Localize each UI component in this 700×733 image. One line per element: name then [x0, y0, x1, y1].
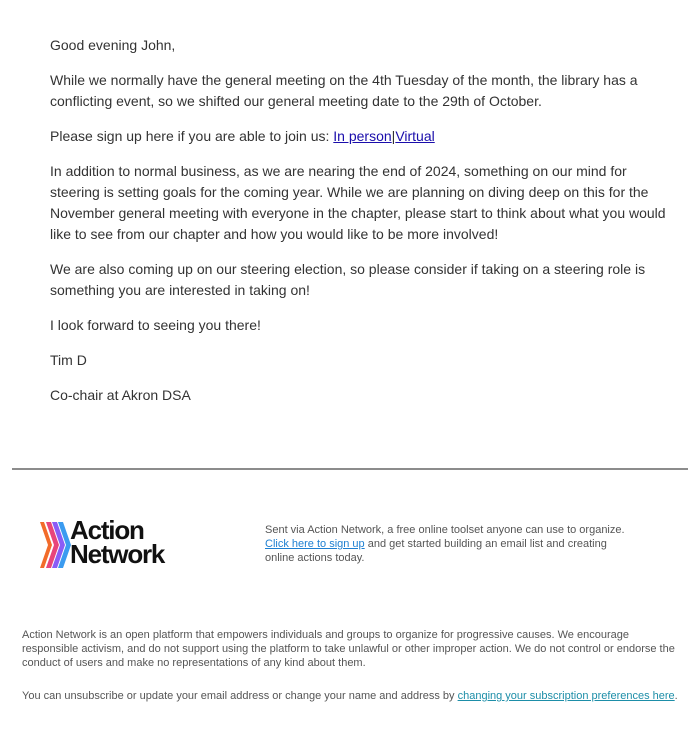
signup-separator: | [391, 128, 396, 144]
sent-via-notice [265, 523, 635, 565]
meeting-date-paragraph: While we normally have the general meeting on the 4th Tuesday of the month, the library has a conflicting event, so we shifted our general meeting date to the 29th of October. [50, 72, 638, 109]
unsubscribe-suffix: . [674, 690, 678, 702]
logo-line-1: Action [70, 515, 144, 545]
signup-prefix: Please sign up here if you are able to join us: [50, 128, 334, 144]
in-person-link[interactable]: In person [333, 128, 392, 144]
signup-paragraph [50, 126, 680, 147]
email-body [50, 35, 680, 420]
unsubscribe-notice [22, 689, 692, 703]
unsubscribe-prefix: You can unsubscribe or update your email address or change your name and address by [22, 690, 458, 702]
signature-name: Tim D [50, 352, 87, 368]
subscription-preferences-link[interactable]: changing your subscription preferences here [457, 690, 675, 702]
signature-title: Co-chair at Akron DSA [50, 387, 191, 403]
footer-divider [12, 468, 688, 470]
platform-disclaimer: Action Network is an open platform that empowers individuals and groups to organize for progressive causes. We encourage responsible activism, and do not support using the platform to take unlawful or other improper action. We do not control or endorse the conduct of users and make no representations of any kind about them. [22, 629, 675, 669]
sent-via-text: Sent via Action Network, a free online toolset anyone can use to organize. [265, 524, 625, 536]
logo-wordmark [70, 515, 165, 569]
goals-paragraph: In addition to normal business, as we are nearing the end of 2024, something on our mind for steering is setting goals for the coming year. While we are planning on diving deep on this for the November general meeting with everyone in the chapter, please start to think about what you would like to see from our chapter and how you would like to be more involved! [50, 163, 666, 242]
signup-link[interactable]: Click here to sign up [265, 538, 365, 550]
chevron-logo-icon [38, 520, 72, 570]
logo-line-2: Network [70, 539, 165, 569]
election-paragraph: We are also coming up on our steering election, so please consider if taking on a steering role is something you are interested in taking on! [50, 261, 646, 298]
greeting: Good evening John, [50, 37, 176, 53]
signup-suffix: and get started building an email list and creating online actions today. [265, 538, 607, 564]
virtual-link[interactable]: Virtual [395, 128, 435, 144]
action-network-logo[interactable] [38, 515, 198, 572]
closing-line: I look forward to seeing you there! [50, 317, 261, 333]
